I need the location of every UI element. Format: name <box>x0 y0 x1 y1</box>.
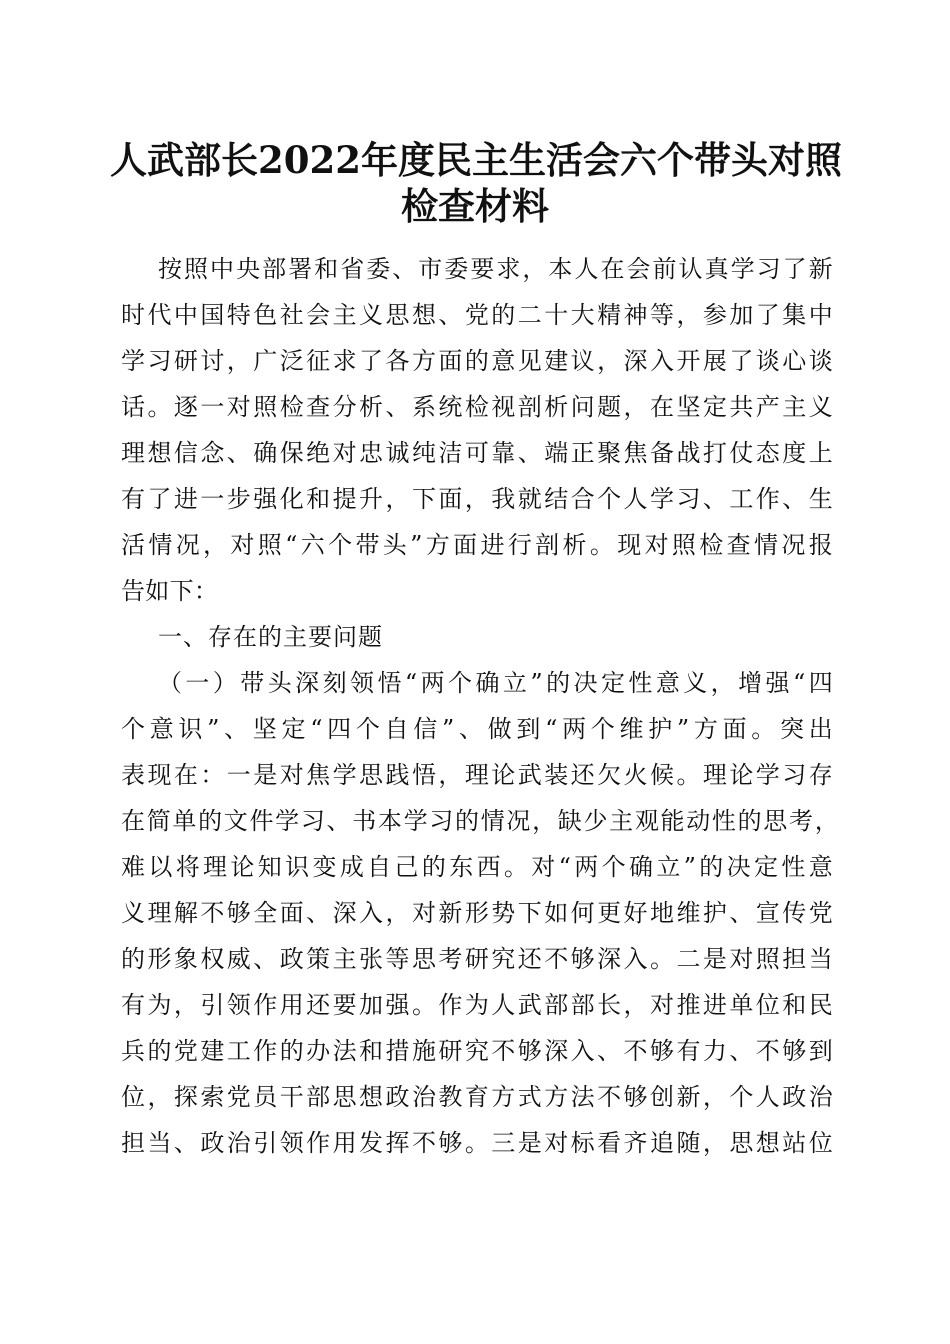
paragraph-line: 在简单的文件学习、书本学习的情况，缺少主观能动性的思考， <box>121 807 839 835</box>
paragraph-line: 按照中央部署和省委、市委要求，本人在会前认真学习了新 <box>158 255 833 283</box>
paragraph-line: 学习研讨，广泛征求了各方面的意见建议，深入开展了谈心谈 <box>121 347 833 375</box>
document-title-line-2: 检查材料 <box>401 184 549 228</box>
paragraph-line: 的形象权威、政策主张等思考研究还不够深入。二是对照担当 <box>121 945 833 973</box>
paragraph-line: 兵的党建工作的办法和措施研究不够深入、不够有力、不够到 <box>121 1037 833 1065</box>
paragraph-line: 话。逐一对照检查分析、系统检视剖析问题，在坚定共产主义 <box>121 393 833 421</box>
paragraph-line: 个意识”、坚定“四个自信”、做到“两个维护”方面。突出 <box>121 715 833 743</box>
paragraph-line: 位，探索党员干部思想政治教育方式方法不够创新，个人政治 <box>121 1083 833 1111</box>
section-heading: 一、存在的主要问题 <box>158 623 383 651</box>
paragraph-line: 义理解不够全面、深入，对新形势下如何更好地维护、宣传党 <box>121 899 833 927</box>
paragraph-line: （一）带头深刻领悟“两个确立”的决定性意义，增强“四 <box>158 669 833 697</box>
paragraph-line: 担当、政治引领作用发挥不够。三是对标看齐追随，思想站位 <box>121 1129 833 1157</box>
paragraph-line: 有为，引领作用还要加强。作为人武部部长，对推进单位和民 <box>121 991 833 1019</box>
paragraph-line: 时代中国特色社会主义思想、党的二十大精神等，参加了集中 <box>121 301 833 329</box>
paragraph-line: 理想信念、确保绝对忠诚纯洁可靠、端正聚焦备战打仗态度上 <box>121 439 833 467</box>
paragraph-line: 难以将理论知识变成自己的东西。对“两个确立”的决定性意 <box>121 853 833 881</box>
paragraph-line: 活情况，对照“六个带头”方面进行剖析。现对照检查情况报 <box>121 531 833 559</box>
paragraph-line: 告如下： <box>121 577 219 605</box>
paragraph-line: 有了进一步强化和提升，下面，我就结合个人学习、工作、生 <box>121 485 833 513</box>
paragraph-line: 表现在：一是对焦学思践悟，理论武装还欠火候。理论学习存 <box>121 761 833 789</box>
document-title-line-1: 人武部长2022年度民主生活会六个带头对照 <box>110 138 842 182</box>
